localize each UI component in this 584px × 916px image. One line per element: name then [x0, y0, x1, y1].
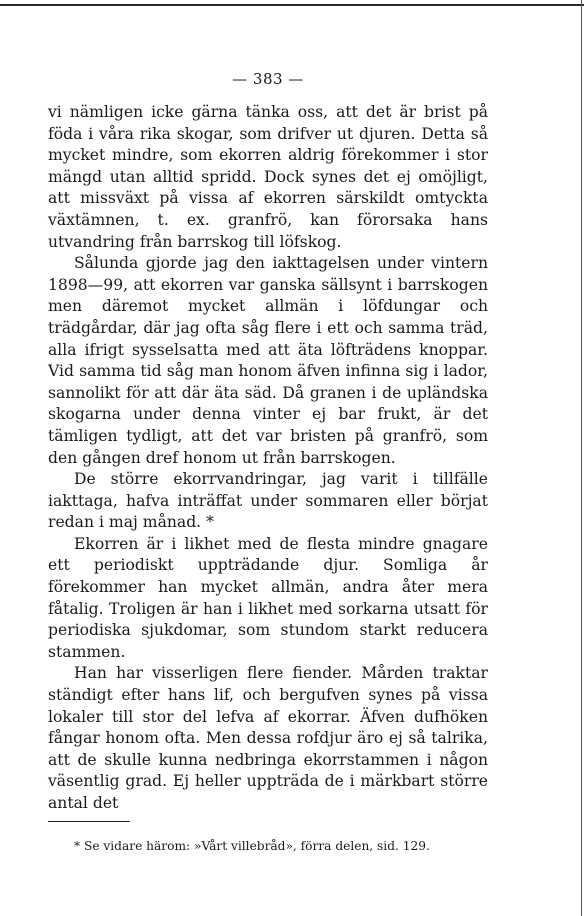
page-top-edge: [0, 4, 584, 6]
footnote: * Se vidare härom: »Vårt villebråd», förra delen, sid. 129.: [74, 838, 430, 853]
paragraph-5: Han har visserligen flere fiender. Mården traktar ständigt efter hans lif, och bergufven synes på vissa lokaler till stor del lefva af ekorrar. Äfven dufhöken fångar honom ofta. Men dessa rofdjur äro ej så talrika, att de skulle kunna nedbringa ekorrstammen i någon väsentlig grad. Ej heller uppträda de i märkbart större antal det: [48, 664, 488, 812]
paragraph-2: Sålunda gjorde jag den iakttagelsen under vintern 1898—99, att ekorren var ganska sällsynt i barrskogen men däremot mycket allmän i löfdungar och trädgårdar, där jag ofta såg flere i ett och samma träd, alla ifrigt sysselsatta med att äta löfträdens knoppar. Vid samma tid såg man honom äfven infinna sig i lador, sannolikt för att där äta säd. Då granen i de upländska skogarna under denna vinter ej bar frukt, är det tämligen tydligt, att det var bristen på granfrö, som den gången dref honom ut från barrskogen.: [48, 254, 488, 467]
footnote-divider: [48, 821, 130, 822]
page-right-edge: [581, 0, 582, 916]
paragraph-4: Ekorren är i likhet med de flesta mindre gnagare ett periodiskt uppträdande djur. Somliga år förekommer han mycket allmän, andra åter mera fåtalig. Troligen är han i likhet med sorkarna utsatt för periodiska sjukdomar, som stundom starkt reducera stammen.: [48, 534, 488, 661]
paragraph-3: De större ekorrvandringar, jag varit i tillfälle iakttaga, hafva inträffat under sommaren eller börjat redan i maj månad. *: [48, 470, 488, 532]
page-number: — 383 —: [232, 70, 304, 88]
book-page: [48, 70, 488, 854]
body-text: [48, 102, 488, 815]
paragraph-1: vi nämligen icke gärna tänka oss, att det är brist på föda i våra rika skogar, som drifver ut djuren. Detta så mycket mindre, som ekorren aldrig förekommer i stor mängd utan alltid spridd. Dock synes det ej omöjligt, att missväxt på vissa af ekorren särskildt omtyckta växtämnen, t. ex. granfrö, kan förorsaka hans utvandring från barrskog till löfskog.: [48, 103, 488, 251]
